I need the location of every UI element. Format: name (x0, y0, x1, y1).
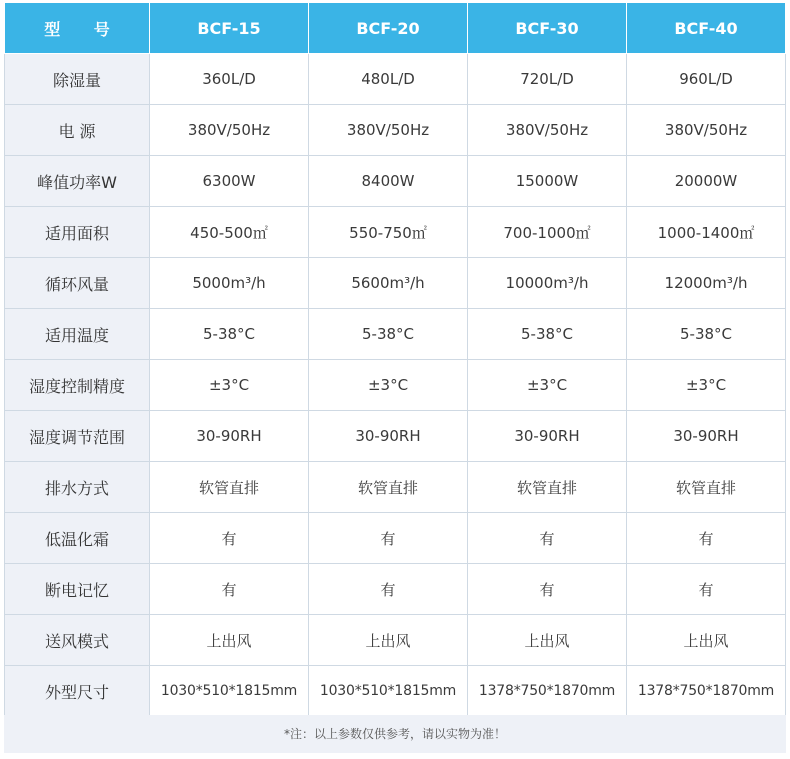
spec-cell: 1030*510*1815mm (150, 666, 309, 717)
table-row (5, 411, 786, 462)
table-row (5, 207, 786, 258)
spec-cell: ±3°C (627, 360, 786, 411)
spec-cell: 5-38°C (309, 309, 468, 360)
row-label: 湿度调节范围 (5, 411, 150, 462)
spec-cell: 15000W (468, 156, 627, 207)
spec-cell: 380V/50Hz (150, 105, 309, 156)
spec-cell: 有 (468, 564, 627, 615)
table-row (5, 615, 786, 666)
spec-cell: 5000m³/h (150, 258, 309, 309)
disclaimer-note: *注：以上参数仅供参考，请以实物为准！ (4, 715, 786, 753)
model-header: BCF-30 (468, 3, 627, 54)
row-label: 适用面积 (5, 207, 150, 258)
spec-cell: 10000m³/h (468, 258, 627, 309)
spec-cell: 有 (309, 513, 468, 564)
spec-cell: 450-500㎡ (150, 207, 309, 258)
row-label: 湿度控制精度 (5, 360, 150, 411)
spec-cell: 20000W (627, 156, 786, 207)
spec-cell: 上出风 (468, 615, 627, 666)
row-label: 外型尺寸 (5, 666, 150, 717)
spec-table (4, 2, 786, 717)
table-row (5, 360, 786, 411)
spec-cell: 5-38°C (627, 309, 786, 360)
spec-cell: 8400W (309, 156, 468, 207)
model-header: BCF-15 (150, 3, 309, 54)
spec-cell: 960L/D (627, 54, 786, 105)
table-row (5, 309, 786, 360)
spec-cell: 软管直排 (627, 462, 786, 513)
spec-cell: 380V/50Hz (468, 105, 627, 156)
model-header: BCF-40 (627, 3, 786, 54)
header-label: 型 号 (5, 3, 150, 54)
spec-cell: 6300W (150, 156, 309, 207)
spec-cell: 软管直排 (468, 462, 627, 513)
spec-cell: 有 (150, 513, 309, 564)
spec-cell: 12000m³/h (627, 258, 786, 309)
table-row (5, 258, 786, 309)
table-row (5, 564, 786, 615)
spec-cell: 1378*750*1870mm (627, 666, 786, 717)
spec-cell: 1378*750*1870mm (468, 666, 627, 717)
model-header: BCF-20 (309, 3, 468, 54)
table-row (5, 666, 786, 717)
spec-cell: 有 (627, 513, 786, 564)
spec-cell: 30-90RH (468, 411, 627, 462)
spec-cell: 360L/D (150, 54, 309, 105)
row-label: 峰值功率W (5, 156, 150, 207)
table-row (5, 513, 786, 564)
spec-cell: 上出风 (150, 615, 309, 666)
spec-cell: 30-90RH (627, 411, 786, 462)
row-label: 电 源 (5, 105, 150, 156)
spec-cell: 380V/50Hz (627, 105, 786, 156)
spec-cell: 700-1000㎡ (468, 207, 627, 258)
spec-cell: ±3°C (468, 360, 627, 411)
row-label: 送风模式 (5, 615, 150, 666)
spec-cell: 1000-1400㎡ (627, 207, 786, 258)
spec-cell: 1030*510*1815mm (309, 666, 468, 717)
spec-cell: 有 (627, 564, 786, 615)
spec-cell: 720L/D (468, 54, 627, 105)
spec-cell: 5-38°C (468, 309, 627, 360)
spec-cell: 380V/50Hz (309, 105, 468, 156)
spec-cell: 550-750㎡ (309, 207, 468, 258)
spec-cell: 有 (150, 564, 309, 615)
table-row (5, 105, 786, 156)
spec-cell: 软管直排 (309, 462, 468, 513)
spec-cell: 480L/D (309, 54, 468, 105)
row-label: 断电记忆 (5, 564, 150, 615)
spec-cell: ±3°C (309, 360, 468, 411)
spec-cell: 有 (468, 513, 627, 564)
spec-cell: 5-38°C (150, 309, 309, 360)
row-label: 低温化霜 (5, 513, 150, 564)
row-label: 排水方式 (5, 462, 150, 513)
table-row (5, 462, 786, 513)
spec-cell: 上出风 (309, 615, 468, 666)
table-row (5, 156, 786, 207)
spec-cell: 30-90RH (309, 411, 468, 462)
row-label: 除湿量 (5, 54, 150, 105)
spec-cell: 5600m³/h (309, 258, 468, 309)
row-label: 适用温度 (5, 309, 150, 360)
spec-cell: 有 (309, 564, 468, 615)
spec-cell: 软管直排 (150, 462, 309, 513)
row-label: 循环风量 (5, 258, 150, 309)
spec-cell: 上出风 (627, 615, 786, 666)
spec-cell: 30-90RH (150, 411, 309, 462)
table-row (5, 54, 786, 105)
spec-cell: ±3°C (150, 360, 309, 411)
header-row (5, 3, 786, 54)
